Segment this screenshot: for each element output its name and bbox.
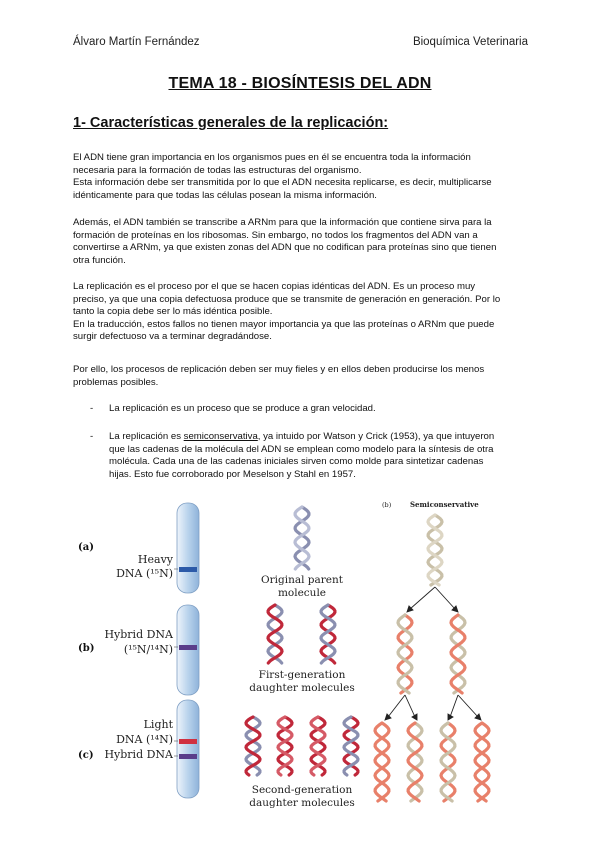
right-panel-label: (b) xyxy=(382,501,392,509)
middle-helices xyxy=(246,507,358,775)
header-subject: Bioquímica Veterinaria xyxy=(412,36,528,48)
text-line: tanto la copia debe ser lo más idéntica posible. xyxy=(73,306,273,318)
second-gen-helix-3 xyxy=(311,717,325,775)
right-second-helix-4 xyxy=(475,723,489,801)
right-parent-helix xyxy=(428,515,442,585)
text-line: El ADN tiene gran importancia en los organismos pues en él se encuentra toda la información xyxy=(73,152,471,163)
second-generation-label: Second-generation xyxy=(251,784,353,796)
bullet-dash: - xyxy=(90,403,94,414)
bullet-dash: - xyxy=(90,431,94,442)
bullet-text xyxy=(109,431,528,481)
molecule-label: molecule xyxy=(277,587,327,599)
right-second-helix-3 xyxy=(441,723,455,801)
hybrid-label: Hybrid DNA xyxy=(104,628,173,641)
right-second-helix-1 xyxy=(375,723,389,801)
right-first-helix-2 xyxy=(451,615,465,693)
text-line: Por ello, los procesos de replicación deben ser muy fieles y en ellos deben producirse los menos xyxy=(73,364,485,375)
text-line: preciso, ya que una copia defectuosa produce que se transmite de generación en generación. Por lo xyxy=(73,293,501,305)
original-parent-label: Original parent xyxy=(261,574,343,586)
light-dna-label: DNA (¹⁴N) xyxy=(116,733,173,746)
text-line: La replicación es el proceso por el que se hacen copias idénticas del ADN. Es un proceso muy xyxy=(73,281,476,292)
text-line: problemas posibles. xyxy=(73,376,159,388)
paragraph-3 xyxy=(73,281,528,344)
heavy-dna-label: DNA (¹⁵N) xyxy=(116,567,173,580)
bullet-text: La replicación es un proceso que se produce a gran velocidad. xyxy=(109,403,376,414)
band-light xyxy=(179,739,197,744)
right-panel-title: Semiconservative xyxy=(410,500,479,509)
first-gen-helix-2 xyxy=(321,605,335,663)
paragraph-4 xyxy=(73,364,528,389)
tube-b xyxy=(174,605,199,695)
page-title: TEMA 18 - BIOSÍNTESIS DEL ADN xyxy=(168,75,432,92)
text-line: convertirse a ARNm, ya que existen zonas del ADN que no codifican para proteínas sino que tienen xyxy=(73,242,497,254)
panel-c-label: (c) xyxy=(78,750,94,761)
text-line: formación de proteínas en los ribosomas. Sin embargo, no todos los fragmentos del ADN van a xyxy=(73,229,478,241)
first-gen-helix-1 xyxy=(268,605,282,663)
text-line: hijas. Esto fue corroborado por Meselson y Stahl en 1957. xyxy=(109,468,356,480)
text-line: otra función. xyxy=(73,254,126,266)
hybrid-isotope-label: (¹⁵N/¹⁴N) xyxy=(123,643,173,656)
band-hybrid-c xyxy=(179,754,197,759)
first-daughter-label: daughter molecules xyxy=(249,682,355,694)
meselson-stahl-figure xyxy=(70,495,530,815)
second-daughter-label: daughter molecules xyxy=(249,797,355,809)
tube-c xyxy=(174,700,199,798)
bullet-text-post: , ya intuido por Watson y Crick (1953), ya que intuyeron xyxy=(257,431,495,442)
text-line: Esta información debe ser transmitida por lo que el ADN necesita replicarse, es decir, multiplicarse xyxy=(73,177,492,189)
light-label: Light xyxy=(143,718,173,731)
right-first-helix-1 xyxy=(398,615,412,693)
semiconservative-term: semiconservativa xyxy=(183,431,258,442)
second-gen-helix-2 xyxy=(278,717,292,775)
parent-helix xyxy=(295,507,309,569)
text-line: idénticamente para que todas las células posean la misma información. xyxy=(73,189,377,201)
second-gen-helix-4 xyxy=(344,717,358,775)
first-generation-label: First-generation xyxy=(258,669,346,681)
panel-a-label: (a) xyxy=(78,542,94,553)
bullet-text-pre: La replicación es xyxy=(109,431,184,442)
paragraph-2 xyxy=(73,217,528,267)
right-second-helix-2 xyxy=(408,723,422,801)
text-line: surgir defectuoso va a terminar degradándose. xyxy=(73,331,272,343)
text-line: Además, el ADN también se transcribe a ARNm para que la información que contiene sirva para la xyxy=(73,217,492,228)
bullet-1 xyxy=(90,403,528,416)
panel-b-label: (b) xyxy=(78,643,95,654)
band-heavy xyxy=(179,567,197,572)
second-gen-helix-1 xyxy=(246,717,260,775)
band-hybrid xyxy=(179,645,197,650)
hybrid-dna-label-c: Hybrid DNA xyxy=(104,748,173,761)
text-line: En la traducción, estos fallos no tienen mayor importancia ya que las proteínas o ARNm que puede xyxy=(73,318,495,330)
tube-a xyxy=(174,503,199,593)
bullet-2 xyxy=(90,431,528,481)
text-line: necesaria para la formación de todas las estructuras del organismo. xyxy=(73,164,362,176)
text-line: molécula. Cada una de las cadenas iniciales sirven como molde para sintetizar cadenas xyxy=(109,456,484,468)
header-author: Álvaro Martín Fernández xyxy=(73,36,200,48)
heavy-label: Heavy xyxy=(137,553,173,566)
text-line: que las cadenas de la molécula del ADN se emplean como modelo para la síntesis de otra xyxy=(109,443,494,455)
section-heading: 1- Características generales de la replicación: xyxy=(73,115,389,131)
right-helices xyxy=(375,515,489,801)
paragraph-1 xyxy=(73,152,528,202)
